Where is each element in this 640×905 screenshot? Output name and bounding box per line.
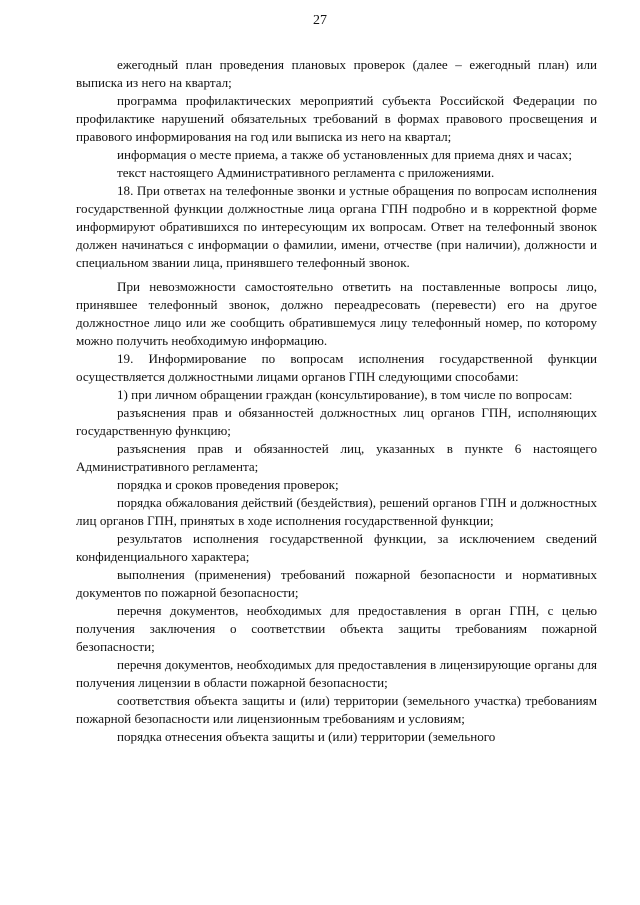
- list-item-compliance: соответствия объекта защиты и (или) территории (земельного участка) требованиям пожарной безопасности или лицензионным требованиям и условиям;: [76, 693, 597, 726]
- paragraph-19-informing: 19. Информирование по вопросам исполнения государственной функции осуществляется должностными лицами органов ГПН следующими способами:: [76, 351, 597, 384]
- list-item-conclusion-documents: перечня документов, необходимых для предоставления в орган ГПН, с целью получения заключения о соответствии объекта защиты требованиям пожарной безопасности;: [76, 603, 597, 654]
- paragraph-reception-info: информация о месте приема, а также об установленных для приема днях и часах;: [117, 147, 572, 162]
- paragraph-redirect: При невозможности самостоятельно ответить на поставленные вопросы лицо, принявшее телефонный звонок, должно переадресовать (перевести) его на другое должностное лицо или же сообщить обратившемуся лицу телефонный номер, по которому можно получить необходимую информацию.: [76, 279, 597, 348]
- paragraph-personal-appeal: 1) при личном обращении граждан (консультирование), в том числе по вопросам:: [117, 387, 573, 402]
- list-item-results: результатов исполнения государственной функции, за исключением сведений конфиденциального характера;: [76, 531, 597, 564]
- list-item-categorization: порядка отнесения объекта защиты и (или) территории (земельного: [117, 729, 496, 744]
- list-item-inspection-terms: порядка и сроков проведения проверок;: [117, 477, 339, 492]
- paragraph-18-phone-calls: 18. При ответах на телефонные звонки и устные обращения по вопросам исполнения государственной функции должностные лица органа ГПН подробно и в корректной форме информируют обратившихся по интересующим их вопросам. Ответ на телефонный звонок должен начинаться с информации о фамилии, имени, отчестве (при наличии), должности и специальном звании лица, принявшего телефонный звонок.: [76, 183, 597, 270]
- list-item-appeal-procedure: порядка обжалования действий (бездействия), решений органов ГПН и должностных лиц органов ГПН, принятых в ходе исполнения государственной функции;: [76, 495, 597, 528]
- paragraph-regulation-text: текст настоящего Административного регламента с приложениями.: [117, 165, 495, 180]
- list-item-license-documents: перечня документов, необходимых для предоставления в лицензирующие органы для получения лицензии в области пожарной безопасности;: [76, 657, 597, 690]
- document-body: [76, 56, 597, 746]
- list-item-official-rights: разъяснения прав и обязанностей должностных лиц органов ГПН, исполняющих государственную функцию;: [76, 405, 597, 438]
- paragraph-annual-plan: ежегодный план проведения плановых проверок (далее – ежегодный план) или выписка из него на квартал;: [76, 57, 597, 90]
- list-item-fire-safety-requirements: выполнения (применения) требований пожарной безопасности и нормативных документов по пожарной безопасности;: [76, 567, 597, 600]
- list-item-persons-rights: разъяснения прав и обязанностей лиц, указанных в пункте 6 настоящего Административного регламента;: [76, 441, 597, 474]
- paragraph-prevention-program: программа профилактических мероприятий субъекта Российской Федерации по профилактике нарушений обязательных требований в формах правового просвещения и правового информирования на год или выписка из него на квартал;: [76, 93, 597, 144]
- page-number: 27: [313, 13, 327, 28]
